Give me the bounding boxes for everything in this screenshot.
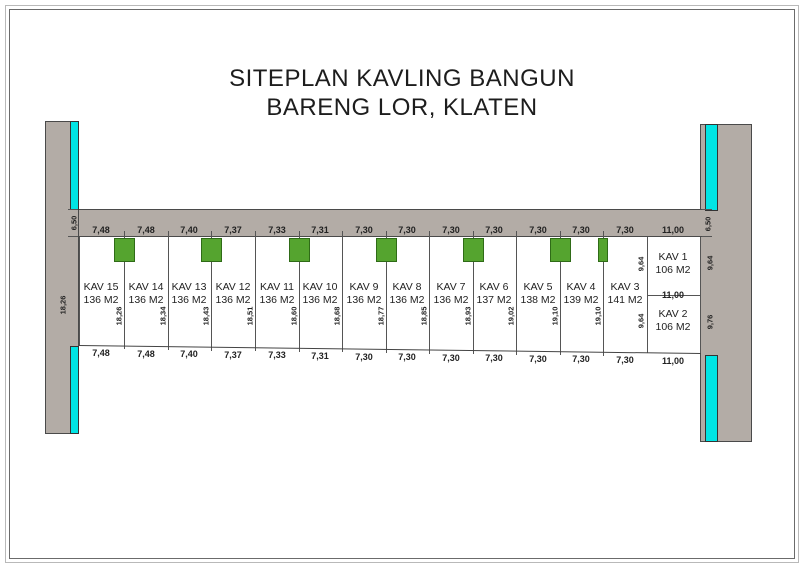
- lot-top-dim: 7,40: [180, 225, 198, 235]
- lot-bottom-dim: 7,33: [268, 350, 286, 360]
- lot-top-dim: 7,30: [442, 225, 460, 235]
- lot-label: KAV 10 136 M2: [302, 281, 338, 306]
- lot-label: KAV 15 136 M2: [83, 281, 119, 306]
- right-canal-upper: [705, 124, 718, 211]
- outer-left-depth-label: 18,26: [58, 295, 68, 315]
- lot-bottom-dim: 7,37: [224, 350, 242, 360]
- road-width-label-right: 6,50: [703, 216, 713, 232]
- lot-top-dim: 7,48: [92, 225, 110, 235]
- lot-bottom-dim: 7,48: [137, 349, 155, 359]
- house-marker: [376, 238, 397, 262]
- lot-bottom-dim: 7,40: [180, 349, 198, 359]
- lot-bottom-dim: 7,48: [92, 348, 110, 358]
- lot-top-dim: 7,30: [529, 225, 547, 235]
- lot-bottom-dim: 7,31: [311, 351, 329, 361]
- lot-top-dim: 7,31: [311, 225, 329, 235]
- lot-label: KAV 13 136 M2: [171, 281, 207, 306]
- lot-top-dim: 7,37: [224, 225, 242, 235]
- lot-label: KAV 6 137 M2: [476, 281, 512, 306]
- lot-top-dim: 7,48: [137, 225, 155, 235]
- dim-tick: [68, 236, 78, 237]
- plan-title: [0, 64, 804, 122]
- corner-left-upper-depth: 9,64: [636, 256, 646, 272]
- lot-label: KAV 7 136 M2: [433, 281, 469, 306]
- lot-label: KAV 9 136 M2: [346, 281, 382, 306]
- right-canal-lower: [705, 355, 718, 442]
- house-marker: [550, 238, 571, 262]
- lot-label: KAV 14 136 M2: [128, 281, 164, 306]
- lot-depth-label: 18,26: [114, 306, 124, 326]
- house-marker-half: [598, 238, 608, 262]
- lot-depth-label: 18,51: [245, 306, 255, 326]
- corner-middle-dim: 11,00: [661, 290, 685, 300]
- corner-kav2-label: KAV 2 106 M2: [655, 308, 691, 333]
- dim-tick: [702, 209, 712, 210]
- plan-title-line1: SITEPLAN KAVLING BANGUN: [229, 65, 575, 92]
- left-canal-upper: [70, 121, 79, 210]
- lot-depth-label: 18,93: [463, 306, 473, 326]
- lot-bottom-dim: 7,30: [485, 353, 503, 363]
- lot-depth-label: 18,43: [201, 306, 211, 326]
- lot-depth-label: 19,02: [506, 306, 516, 326]
- corner-top-dim: 11,00: [661, 225, 685, 235]
- lot-depth-label: 18,68: [332, 306, 342, 326]
- lot-depth-label: 18,60: [289, 306, 299, 326]
- left-canal-lower: [70, 346, 79, 434]
- corner-kav1-label: KAV 1 106 M2: [655, 251, 691, 276]
- lot-top-dim: 7,33: [268, 225, 286, 235]
- dim-tick: [702, 236, 712, 237]
- lot-bottom-dim: 7,30: [572, 354, 590, 364]
- corner-left-lower-depth: 9,64: [636, 313, 646, 329]
- house-marker: [114, 238, 135, 262]
- lot-bottom-dim: 7,30: [442, 353, 460, 363]
- lot-bottom-dim: 7,30: [398, 352, 416, 362]
- house-marker: [463, 238, 484, 262]
- plan-title-line2: BARENG LOR, KLATEN: [266, 94, 538, 121]
- lot-bottom-dim: 7,30: [616, 355, 634, 365]
- lot-depth-label: 19,10: [550, 306, 560, 326]
- lot-label: KAV 4 139 M2: [563, 281, 599, 306]
- lot-label: KAV 3 141 M2: [607, 281, 643, 306]
- corner-right-lower-depth: 9,76: [705, 314, 715, 330]
- lot-top-dim: 7,30: [616, 225, 634, 235]
- lot-label: KAV 11 136 M2: [259, 281, 295, 306]
- dim-tick: [68, 209, 78, 210]
- lot-depth-label: 18,34: [158, 306, 168, 326]
- lot-depth-label: 18,85: [419, 306, 429, 326]
- corner-bottom-dim: 11,00: [661, 356, 685, 366]
- lot-top-dim: 7,30: [355, 225, 373, 235]
- lot-depth-label: 18,77: [376, 306, 386, 326]
- lot-top-dim: 7,30: [485, 225, 503, 235]
- lot-bottom-dim: 7,30: [355, 352, 373, 362]
- corner-right-upper-depth: 9,64: [705, 255, 715, 271]
- house-marker: [289, 238, 310, 262]
- lot-label: KAV 8 136 M2: [389, 281, 425, 306]
- lot-label: KAV 5 138 M2: [520, 281, 556, 306]
- lot-top-dim: 7,30: [398, 225, 416, 235]
- lot-label: KAV 12 136 M2: [215, 281, 251, 306]
- road-width-label-left: 6,50: [69, 215, 79, 231]
- lot-bottom-dim: 7,30: [529, 354, 547, 364]
- lot-top-dim: 7,30: [572, 225, 590, 235]
- house-marker: [201, 238, 222, 262]
- lot-depth-label: 19,10: [593, 306, 603, 326]
